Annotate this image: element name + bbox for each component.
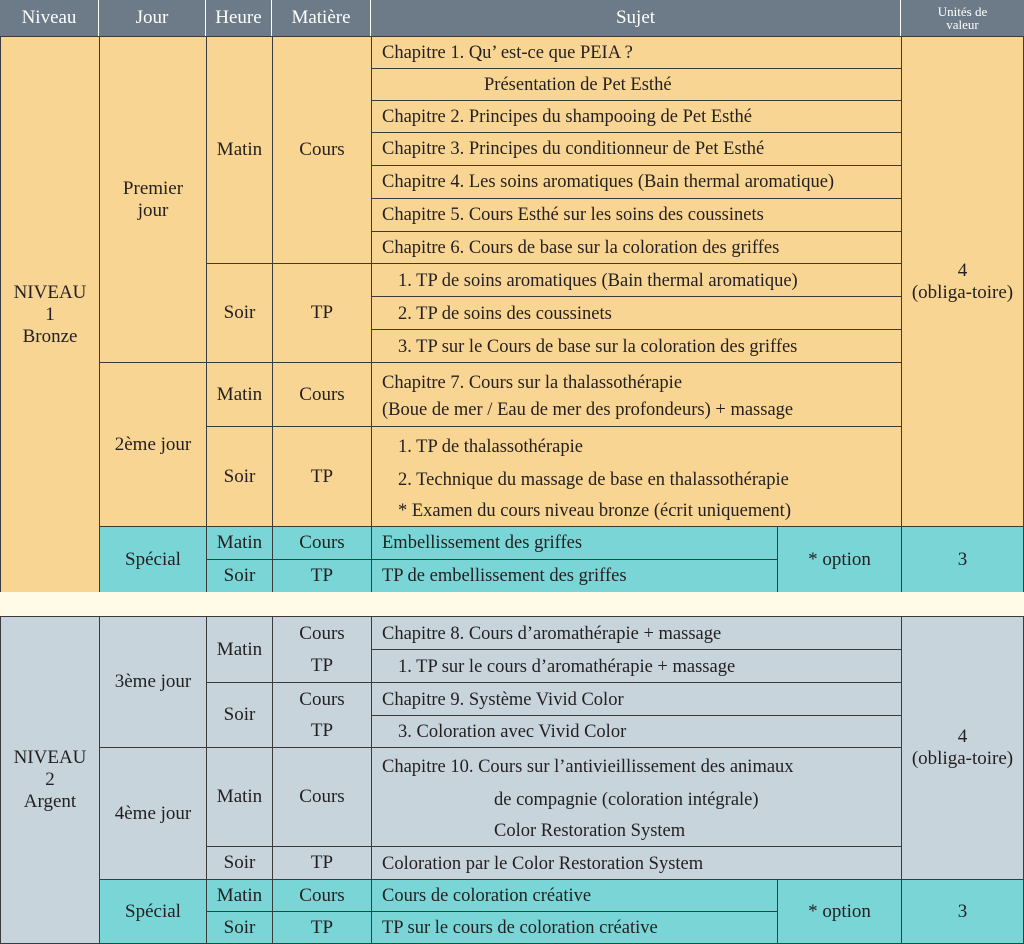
bronze-units-line1: 4: [957, 259, 968, 281]
argent-special-soir-text: TP sur le cours de coloration créative: [382, 918, 658, 938]
bronze-niveau-line3: Bronze: [22, 325, 78, 347]
argent-niveau-cell: [0, 616, 100, 944]
argent-special-matin-matiere: Cours: [272, 879, 372, 912]
argent-subject-row: [371, 649, 902, 683]
bronze-subject-row: [371, 263, 902, 297]
argent-subject-crs: Coloration par le Color Restoration System: [382, 854, 704, 874]
bronze-special-cell: Spécial: [99, 526, 207, 593]
bronze-special-soir-matiere: TP: [272, 559, 372, 593]
argent-j4-soir-matiere: TP: [272, 846, 372, 880]
argent-special-matin-subject: [371, 879, 778, 912]
argent-subject-vivid: 3. Coloration avec Vivid Color: [398, 722, 627, 742]
bronze-special-matin-heure: Matin: [206, 526, 273, 560]
bronze-subject-row: [371, 198, 902, 232]
header-matiere: Matière: [272, 0, 371, 36]
bronze-subject-row: [371, 296, 902, 330]
argent-j3-matin-matiere-tp: TP: [272, 649, 372, 683]
argent-subject-ch10-line1: Chapitre 10. Cours sur l’antivieillissement des animaux: [382, 757, 794, 777]
bronze-subject-row: [371, 68, 902, 101]
bronze-subject-row: [371, 165, 902, 199]
argent-niveau-line2: 2: [45, 769, 55, 790]
bronze-special-matin-matiere: Cours: [272, 526, 372, 560]
argent-j3-soir-heure: Soir: [206, 682, 273, 748]
argent-j4-soir-subject: [371, 846, 902, 880]
bronze-jour2-cell: 2ème jour: [99, 362, 207, 527]
bronze-niveau-cell: [0, 36, 100, 593]
argent-special-soir-subject: [371, 911, 778, 944]
bronze-subject-row: [371, 132, 902, 166]
argent-subject-ch10-line3: Color Restoration System: [494, 821, 686, 841]
argent-units-cell: [901, 616, 1024, 880]
header-unites-line2: valeur: [946, 17, 979, 32]
bronze-j1-matin-heure: Matin: [206, 36, 273, 264]
bronze-j2-matin-subject: [371, 362, 902, 427]
bronze-subject-row: [371, 100, 902, 133]
bronze-j2-soir-heure: Soir: [206, 426, 273, 527]
argent-special-cell: Spécial: [99, 879, 207, 944]
bronze-subject-ch6: Chapitre 6. Cours de base sur la coloration des griffes: [382, 238, 780, 258]
bronze-subject-ch5: Chapitre 5. Cours Esthé sur les soins des coussinets: [382, 205, 764, 225]
argent-subject-ch8: Chapitre 8. Cours d’aromathérapie + massage: [382, 624, 722, 644]
bronze-jour1-line2: jour: [137, 199, 169, 221]
bronze-j1-matin-matiere: Cours: [272, 36, 372, 264]
header-sujet: Sujet: [371, 0, 901, 36]
bronze-subject-row: [371, 36, 902, 69]
bronze-subject-j2-tp1: 1. TP de thalassothérapie: [398, 437, 583, 457]
bronze-subject-ch3: Chapitre 3. Principes du conditionneur de Pet Esthé: [382, 139, 765, 159]
argent-units-line2: (obliga-toire): [911, 748, 1014, 769]
bronze-jour1-line1: Premier: [122, 177, 184, 199]
bronze-special-soir-subject: [371, 559, 778, 593]
bronze-niveau-line2: 1: [45, 303, 55, 325]
bronze-j1-soir-heure: Soir: [206, 263, 273, 363]
argent-j3-soir-matiere-cours: Cours: [272, 682, 372, 716]
bronze-subject-row: [371, 231, 902, 264]
bronze-niveau-line1: NIVEAU: [13, 281, 87, 303]
bronze-subject-presentation: Présentation de Pet Esthé: [484, 75, 672, 95]
bronze-units-cell: [901, 36, 1024, 527]
header-niveau: Niveau: [0, 0, 99, 36]
argent-j4-matin-matiere: Cours: [272, 747, 372, 847]
header-unites: [901, 0, 1024, 36]
argent-j3-matin-heure: Matin: [206, 616, 273, 683]
bronze-special-soir-text: TP de embellissement des griffes: [382, 566, 627, 586]
argent-j3-matin-matiere-cours: Cours: [272, 616, 372, 650]
argent-special-matin-text: Cours de coloration créative: [382, 886, 592, 906]
bronze-special-soir-heure: Soir: [206, 559, 273, 593]
bronze-subject-j2-exam: * Examen du cours niveau bronze (écrit uniquement): [398, 501, 791, 521]
argent-subject-ch9: Chapitre 9. Système Vivid Color: [382, 690, 624, 710]
bronze-subject-ch2: Chapitre 2. Principes du shampooing de Pet Esthé: [382, 107, 752, 127]
argent-jour4-cell: 4ème jour: [99, 747, 207, 880]
bronze-subject-row: [371, 329, 902, 363]
argent-subject-ch10-line2: de compagnie (coloration intégrale): [494, 790, 759, 810]
argent-special-soir-matiere: TP: [272, 911, 372, 944]
bronze-subject-ch1: Chapitre 1. Qu’ est-ce que PEIA ?: [382, 43, 633, 63]
section-separator: [0, 592, 1024, 616]
bronze-j2-matin-heure: Matin: [206, 362, 273, 427]
bronze-special-matin-text: Embellissement des griffes: [382, 533, 583, 553]
bronze-j2-soir-subject: [371, 426, 902, 527]
bronze-units-line2: (obliga-toire): [911, 281, 1014, 303]
argent-j4-matin-heure: Matin: [206, 747, 273, 847]
bronze-special-units: 3: [901, 526, 1024, 593]
bronze-subject-ch7-line1: Chapitre 7. Cours sur la thalassothérapie: [382, 373, 683, 393]
argent-units-line1: 4: [957, 726, 968, 747]
bronze-subject-tp2: 2. TP de soins des coussinets: [398, 304, 612, 324]
bronze-jour1-cell: [99, 36, 207, 363]
argent-subject-row: [371, 715, 902, 748]
argent-special-soir-heure: Soir: [206, 911, 273, 944]
header-unites-line1: Unités de: [937, 4, 988, 19]
argent-subject-tp-aroma: 1. TP sur le cours d’aromathérapie + massage: [398, 657, 736, 677]
argent-niveau-line3: Argent: [23, 791, 77, 812]
argent-special-option: * option: [777, 879, 902, 944]
argent-j4-soir-heure: Soir: [206, 846, 273, 880]
bronze-j1-soir-matiere: TP: [272, 263, 372, 363]
argent-j4-matin-subject: [371, 747, 902, 847]
argent-j3-soir-matiere-tp: TP: [272, 715, 372, 748]
argent-special-matin-heure: Matin: [206, 879, 273, 912]
argent-subject-row: [371, 682, 902, 716]
argent-subject-row: [371, 616, 902, 650]
header-jour: Jour: [99, 0, 206, 36]
header-heure: Heure: [206, 0, 272, 36]
bronze-j2-soir-matiere: TP: [272, 426, 372, 527]
argent-special-units: 3: [901, 879, 1024, 944]
bronze-subject-tp3: 3. TP sur le Cours de base sur la coloration des griffes: [398, 337, 798, 357]
argent-niveau-line1: NIVEAU: [13, 747, 87, 768]
bronze-special-matin-subject: [371, 526, 778, 560]
bronze-subject-ch7-line2: (Boue de mer / Eau de mer des profondeurs) + massage: [382, 400, 794, 420]
bronze-subject-tp1: 1. TP de soins aromatiques (Bain thermal aromatique): [398, 271, 798, 291]
bronze-special-option: * option: [777, 526, 902, 593]
bronze-subject-ch4: Chapitre 4. Les soins aromatiques (Bain thermal aromatique): [382, 172, 835, 192]
argent-jour3-cell: 3ème jour: [99, 616, 207, 748]
bronze-subject-j2-tp2: 2. Technique du massage de base en thalassothérapie: [398, 470, 789, 490]
bronze-j2-matin-matiere: Cours: [272, 362, 372, 427]
